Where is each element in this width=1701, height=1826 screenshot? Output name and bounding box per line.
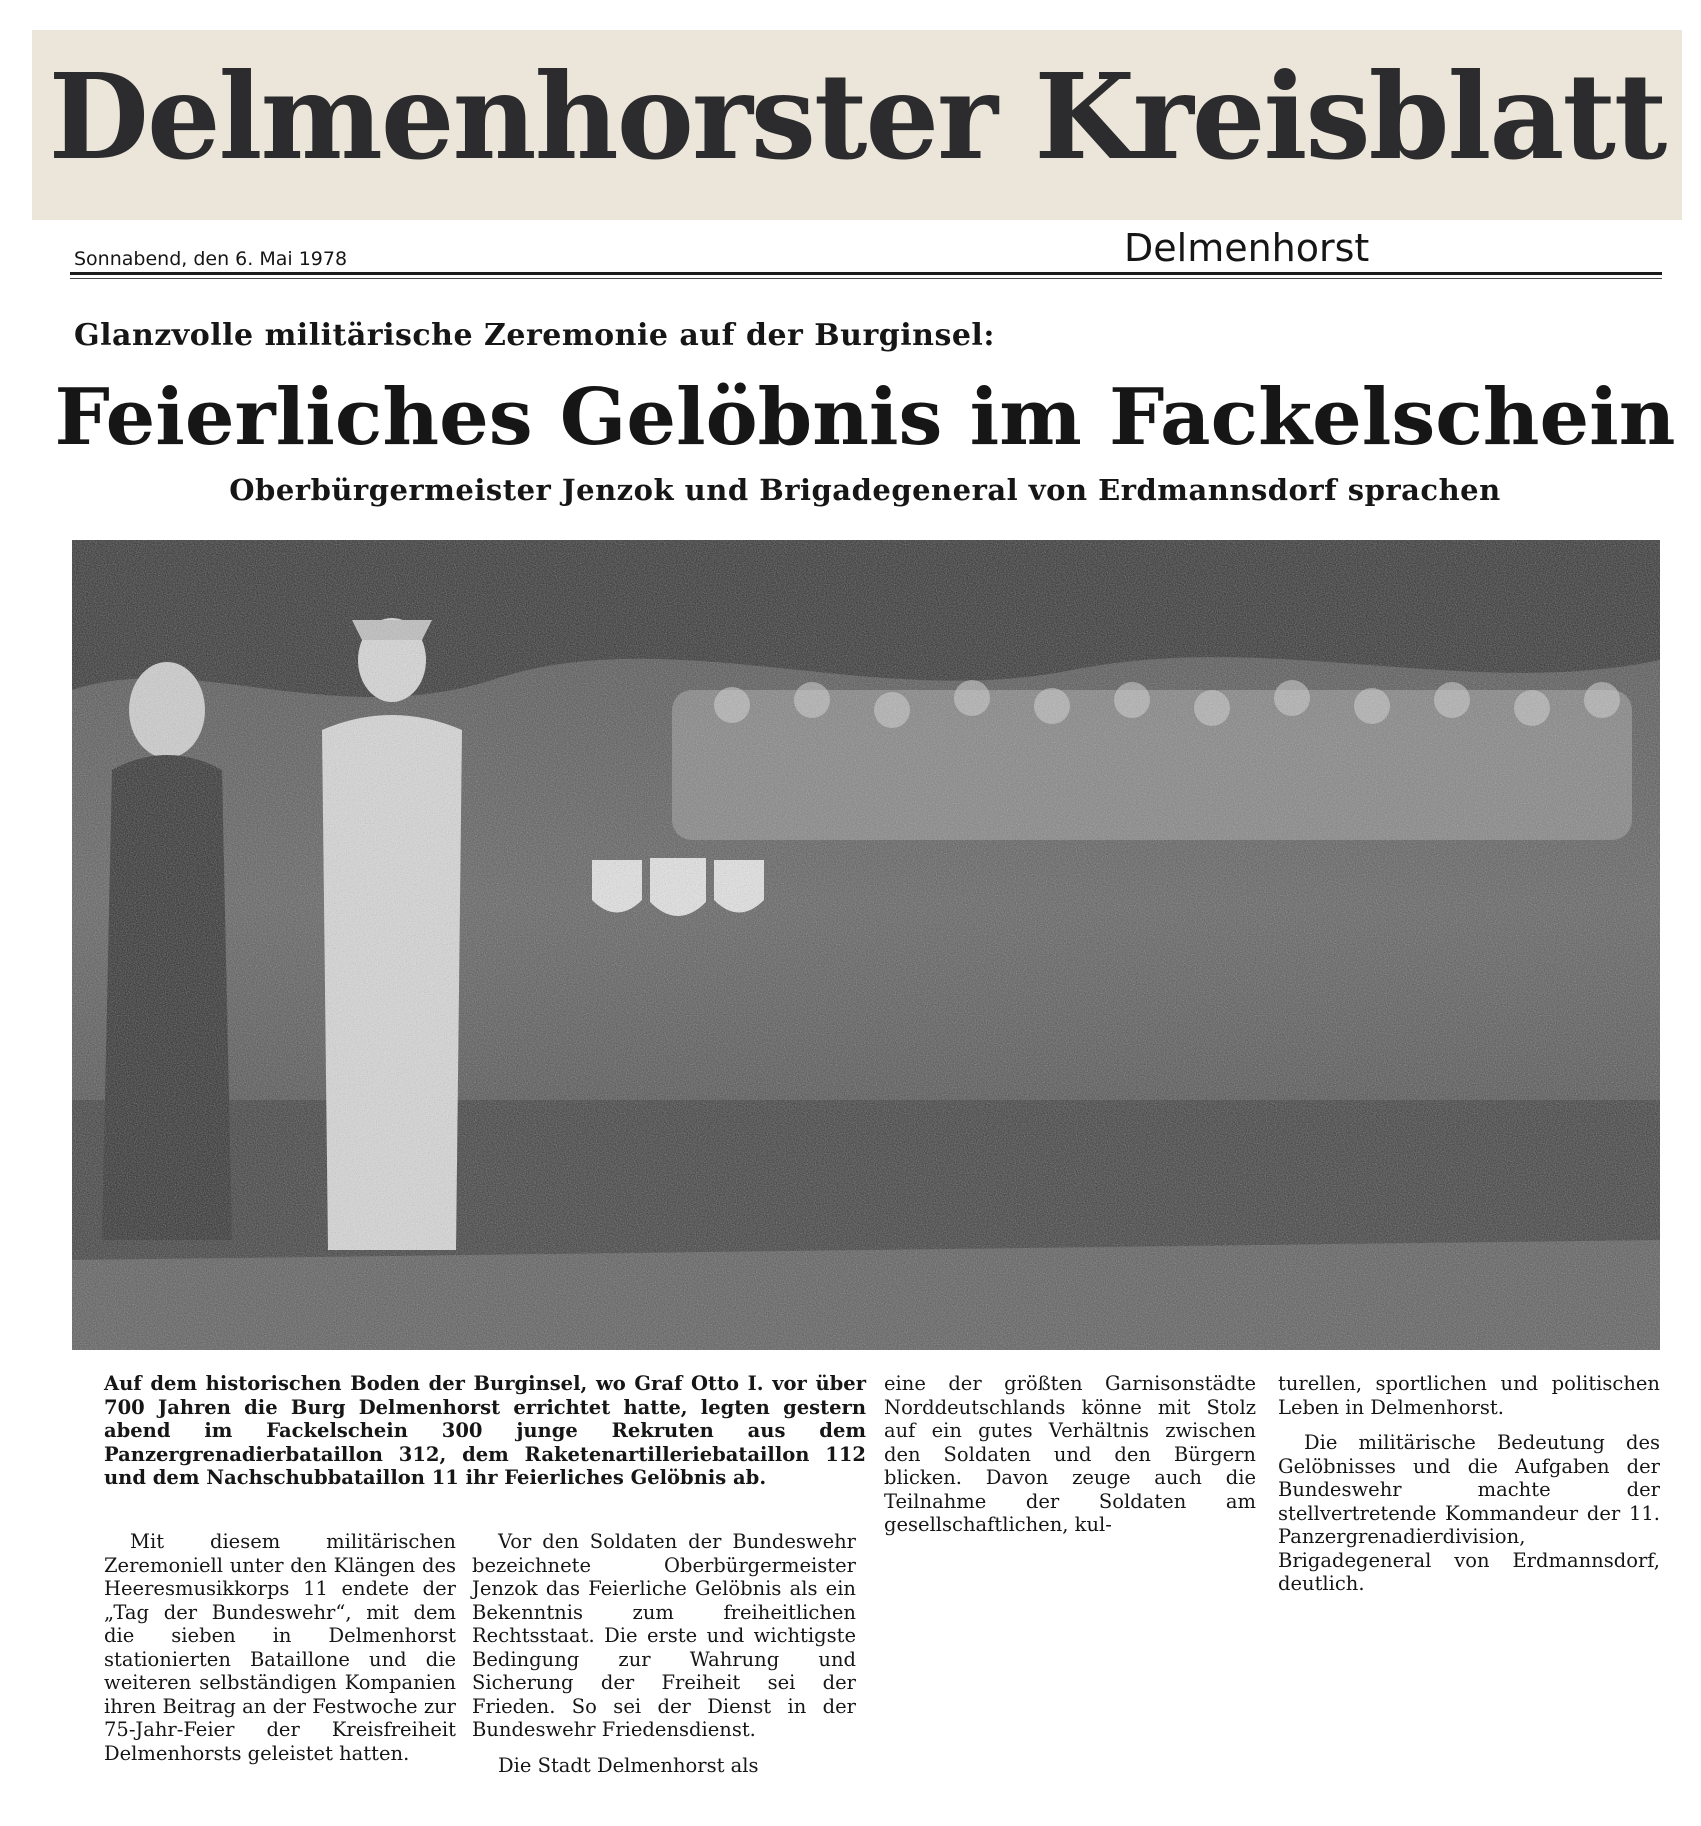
paragraph: turellen, sportlichen und politischen Leben in Delmenhorst. [1278, 1372, 1660, 1419]
dateline: Sonnabend, den 6. Mai 1978 [74, 248, 348, 270]
paragraph: Die militärische Bedeutung des Gelöbnisses und die Aufgaben der Bundeswehr machte der stellvertretende Kommandeur der 11. Panzergrenadierdivision, Brigadegeneral von Erdmannsdorf, deutlich. [1278, 1431, 1660, 1595]
article-kicker: Glanzvolle militärische Zeremonie auf der Burginsel: [74, 318, 995, 353]
masthead [32, 30, 1682, 220]
article-column-1 [104, 1530, 456, 1777]
ceremony-photo [72, 540, 1660, 1350]
paragraph: Vor den Soldaten der Bundeswehr bezeichnete Oberbürgermeister Jenzok das Feierliche Gelöbnis als ein Bekenntnis zum freiheitlichen Rechtsstaat. Die erste und wichtigste Bedingung zur Wahrung und Sicherung der Freiheit sei der Frieden. So sei der Dienst in der Bundeswehr Friedensdienst. [472, 1530, 856, 1741]
section-label: Delmenhorst [1124, 226, 1370, 270]
article-subhead: Oberbürgermeister Jenzok und Brigadegeneral von Erdmannsdorf sprachen [229, 473, 1501, 507]
header-rule-thin [70, 278, 1662, 279]
article-lead: Auf dem historischen Boden der Burginsel, wo Graf Otto I. vor über 700 Jahren die Burg Delmenhorst errichtet hatte, legten gestern abend im Fackelschein 300 junge Rekruten aus dem Panzergrenadierbataillon 312, dem Raketenartilleriebataillon 112 und dem Nachschubbataillon 11 ihr Feierliches Gelöbnis ab. [104, 1372, 866, 1489]
article-column-4 [1278, 1372, 1660, 1608]
masthead-title: Delmenhorster Kreisblatt [48, 47, 1666, 186]
paragraph: Die Stadt Delmenhorst als [498, 1753, 759, 1777]
paragraph: eine der größten Garnisonstädte Norddeutschlands könne mit Stolz auf ein gutes Verhältnis zwischen den Soldaten und den Bürgern blicken. Davon zeuge auch die Teilnahme der Soldaten am gesellschaftlichen, kul- [884, 1372, 1256, 1536]
article-headline: Feierliches Gelöbnis im Fackelschein [54, 372, 1676, 463]
article-column-3 [884, 1372, 1256, 1549]
news-photo [72, 540, 1660, 1350]
article-column-2 [472, 1530, 856, 1789]
header-rule [70, 272, 1662, 275]
paragraph: Mit diesem militärischen Zeremoniell unter den Klängen des Heeresmusikkorps 11 endete der „Tag der Bundeswehr“, mit dem die sieben in Delmenhorst stationierten Bataillone und die weiteren selbständigen Kompanien ihren Beitrag an der Festwoche zur 75-Jahr-Feier der Kreisfreiheit Delmenhorsts geleistet hatten. [104, 1530, 456, 1765]
